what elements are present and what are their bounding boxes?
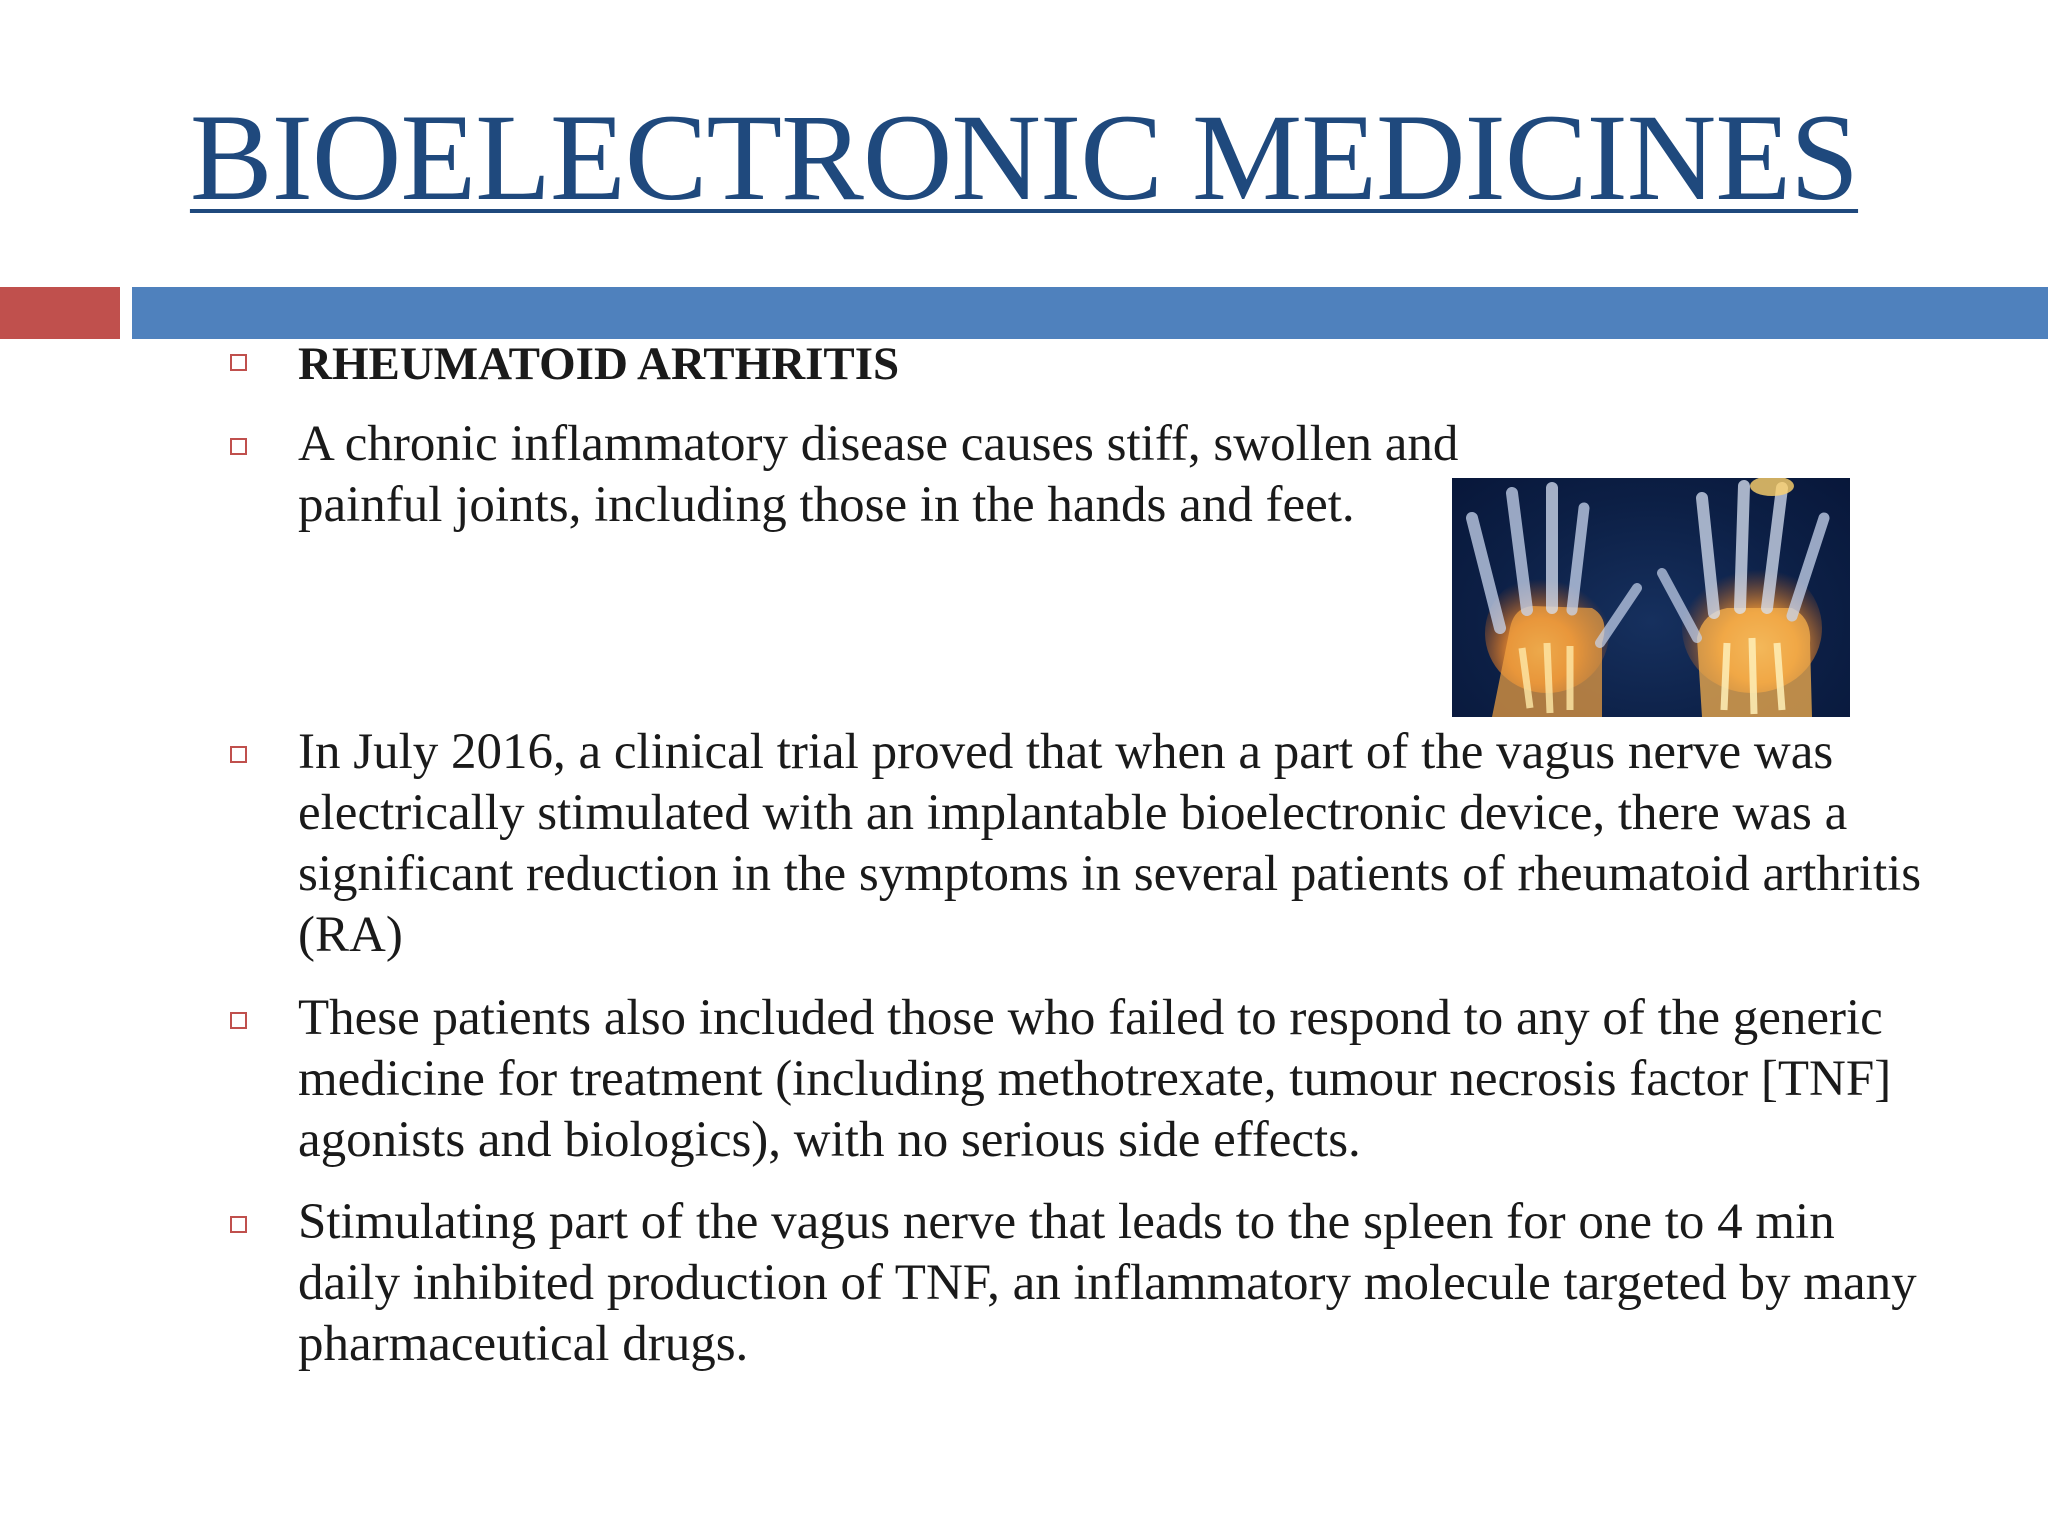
square-bullet-icon (230, 1012, 247, 1029)
square-bullet-icon (230, 746, 247, 763)
slide-title: BIOELECTRONIC MEDICINES (189, 89, 1859, 226)
bullet-text: Stimulating part of the vagus nerve that leads to the spleen for one to 4 min daily inhibited production of TNF, an inflammatory molecule targeted by many pharmaceutical drugs. (298, 1194, 1917, 1372)
bullet-text: These patients also included those who failed to respond to any of the generic medicine for treatment (including methotrexate, tumour necrosis factor [TNF] agonists and biologics), with no serious side effects. (298, 990, 1892, 1168)
bullet-text: In July 2016, a clinical trial proved that when a part of the vagus nerve was electrically stimulated with an implantable bioelectronic device, there was a significant reduction in the symptoms in several patients of rheumatoid arthritis (RA) (298, 724, 1922, 963)
xray-hands-image (1452, 478, 1850, 717)
bullet-heading-text: RHEUMATOID ARTHRITIS (298, 338, 900, 390)
xray-hands-icon (1452, 478, 1850, 717)
bullet-text: A chronic inflammatory disease causes stiff, swollen and painful joints, including those in the hands and feet. (298, 416, 1459, 533)
square-bullet-icon (230, 438, 247, 455)
square-bullet-icon (230, 354, 247, 371)
square-bullet-icon (230, 1216, 247, 1233)
